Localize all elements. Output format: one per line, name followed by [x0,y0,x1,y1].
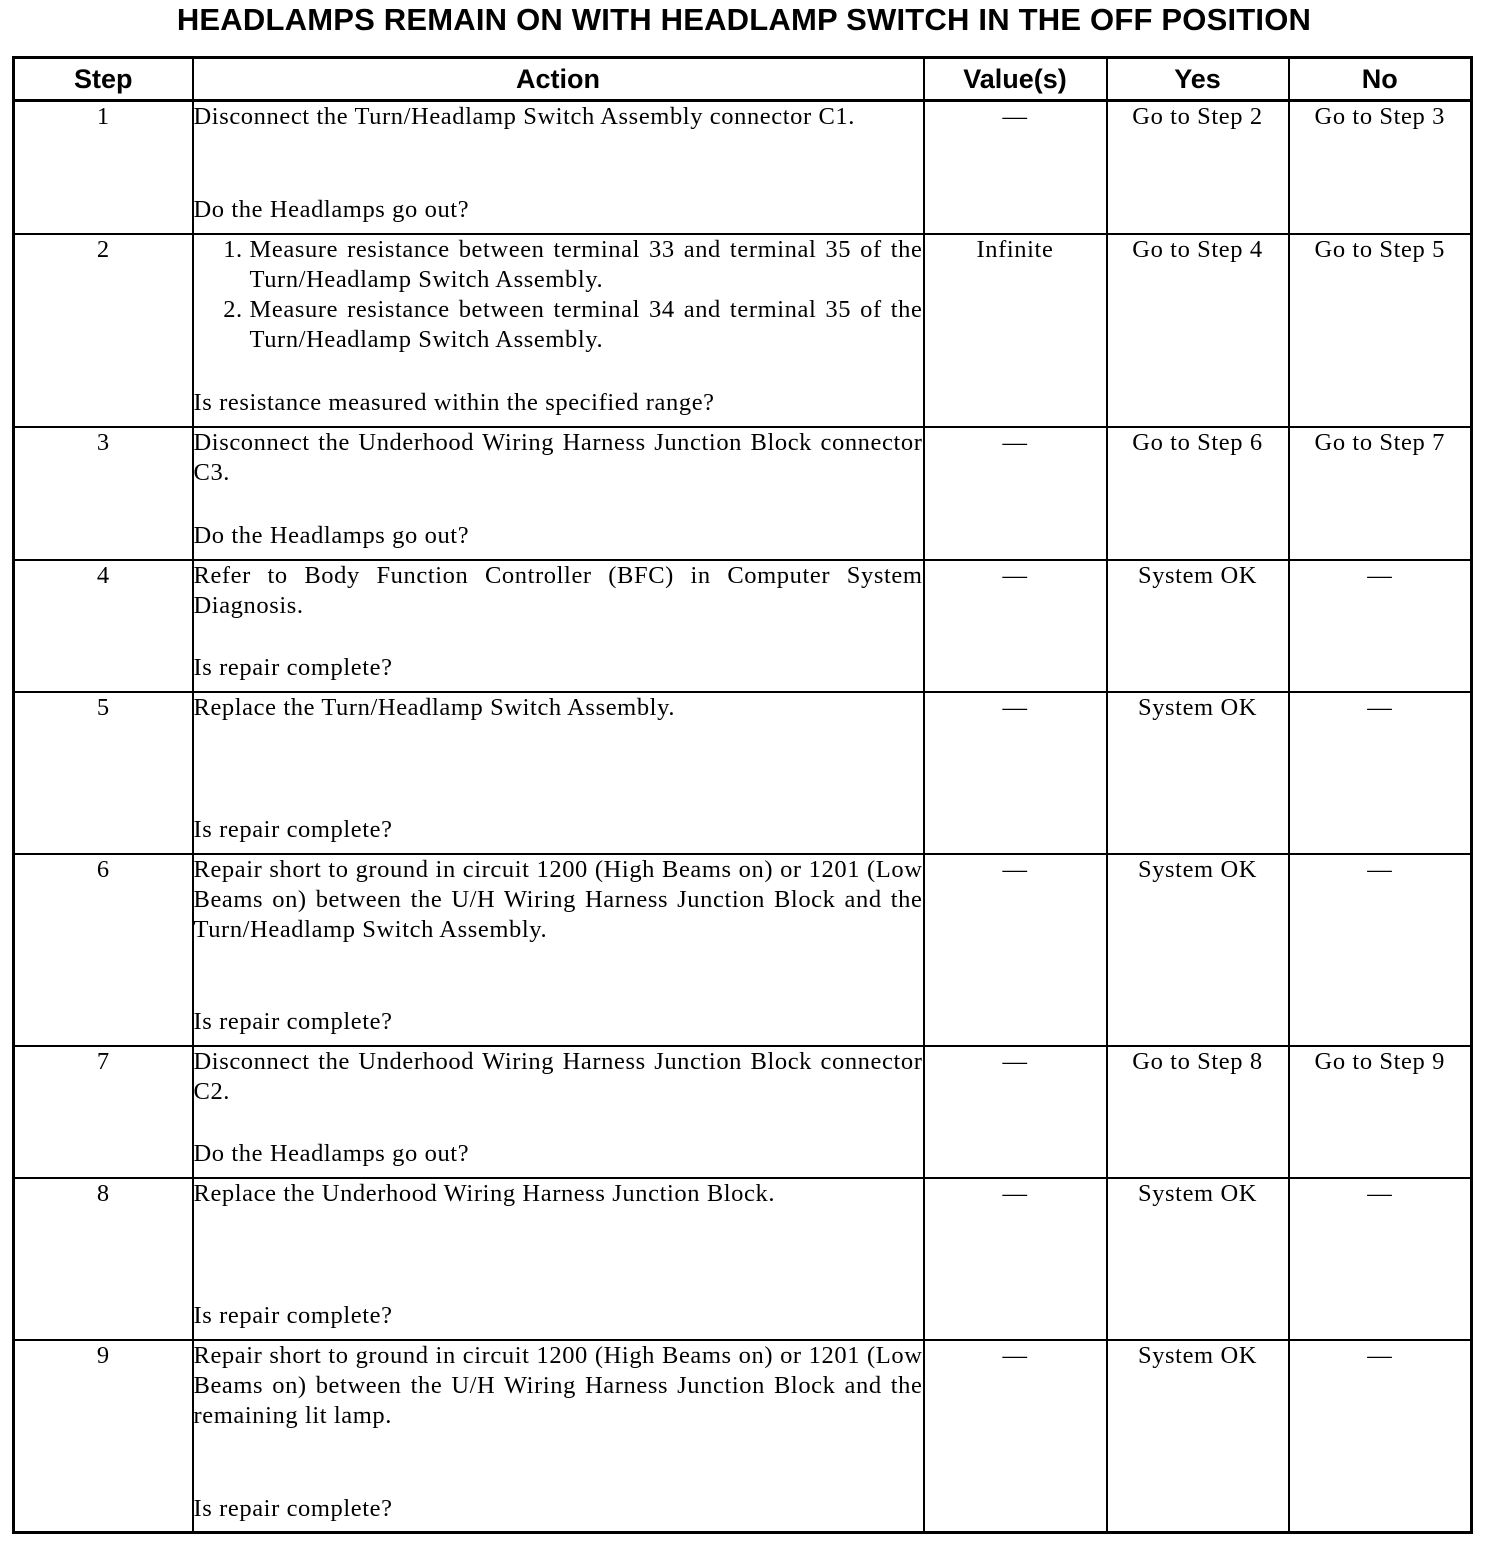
header-step: Step [14,58,193,101]
yes-cell: Go to Step 4 [1107,234,1289,427]
no-cell: Go to Step 7 [1289,427,1472,560]
no-cell: Go to Step 5 [1289,234,1472,427]
yes-cell: Go to Step 2 [1107,101,1289,234]
no-cell: — [1289,692,1472,854]
action-cell [193,692,924,854]
no-cell: — [1289,854,1472,1046]
value-cell: — [924,101,1107,234]
yes-cell: System OK [1107,1178,1289,1340]
value-cell: Infinite [924,234,1107,427]
yes-cell: System OK [1107,560,1289,692]
table-row [14,560,1472,692]
header-no: No [1289,58,1472,101]
value-cell: — [924,1046,1107,1178]
value-cell: — [924,1340,1107,1533]
substep-item: 1. Measure resistance between terminal 33 and terminal 35 of the Turn/Headlamp Switch Assembly. [250,235,923,295]
diagnostic-table [12,56,1473,1534]
table-row [14,854,1472,1046]
value-cell: — [924,560,1107,692]
yes-cell: Go to Step 6 [1107,427,1289,560]
yes-cell: Go to Step 8 [1107,1046,1289,1178]
table-row [14,234,1472,427]
yes-cell: System OK [1107,692,1289,854]
action-question: Is repair complete? [193,1301,393,1329]
step-number: 3 [14,427,193,560]
action-text: Replace the Turn/Headlamp Switch Assembly. [193,693,676,721]
value-cell: — [924,427,1107,560]
table-row [14,1046,1472,1178]
action-cell [193,560,924,692]
action-cell [193,1046,924,1178]
action-question: Is repair complete? [193,815,393,843]
substep-list [194,235,923,355]
action-question: Do the Headlamps go out? [193,1139,470,1167]
action-text: Repair short to ground in circuit 1200 (High Beams on) or 1201 (Low Beams on) between the U/H Wiring Harness Junction Block and the remaining lit lamp. [193,1341,923,1429]
table-row [14,101,1472,234]
action-cell [193,1340,924,1533]
step-number: 9 [14,1340,193,1533]
header-action: Action [193,58,924,101]
step-number: 6 [14,854,193,1046]
table-row [14,692,1472,854]
substep-item: 2. Measure resistance between terminal 34 and terminal 35 of the Turn/Headlamp Switch Assembly. [250,295,923,355]
yes-cell: System OK [1107,1340,1289,1533]
action-cell [193,101,924,234]
no-cell: Go to Step 3 [1289,101,1472,234]
table-row [14,1340,1472,1533]
header-values: Value(s) [924,58,1107,101]
value-cell: — [924,854,1107,1046]
action-text: Disconnect the Turn/Headlamp Switch Assembly connector C1. [193,103,856,130]
no-cell: — [1289,1178,1472,1340]
action-cell [193,234,924,427]
step-number: 5 [14,692,193,854]
no-cell: — [1289,560,1472,692]
action-cell [193,427,924,560]
action-text: Replace the Underhood Wiring Harness Junction Block. [193,1179,776,1207]
value-cell: — [924,1178,1107,1340]
value-cell: — [924,692,1107,854]
step-number: 4 [14,560,193,692]
step-number: 2 [14,234,193,427]
page-title: HEADLAMPS REMAIN ON WITH HEADLAMP SWITCH IN THE OFF POSITION [176,2,1312,37]
step-number: 1 [14,101,193,234]
step-number: 7 [14,1046,193,1178]
action-text: Disconnect the Underhood Wiring Harness Junction Block connector C2. [193,1047,923,1105]
action-question: Do the Headlamps go out? [193,196,470,223]
table-row [14,427,1472,560]
action-question: Is resistance measured within the specified range? [193,388,715,416]
action-text: Disconnect the Underhood Wiring Harness Junction Block connector C3. [193,428,923,486]
step-number: 8 [14,1178,193,1340]
no-cell: — [1289,1340,1472,1533]
action-text: Repair short to ground in circuit 1200 (High Beams on) or 1201 (Low Beams on) between the U/H Wiring Harness Junction Block and the Turn/Headlamp Switch Assembly. [193,855,923,943]
header-yes: Yes [1107,58,1289,101]
action-question: Is repair complete? [193,1007,393,1035]
action-question: Is repair complete? [193,653,393,681]
table-row [14,1178,1472,1340]
action-cell [193,854,924,1046]
action-text: Refer to Body Function Controller (BFC) in Computer System Diagnosis. [193,561,923,619]
no-cell: Go to Step 9 [1289,1046,1472,1178]
table-header-row [14,58,1472,101]
action-cell [193,1178,924,1340]
action-question: Is repair complete? [193,1494,393,1522]
yes-cell: System OK [1107,854,1289,1046]
action-question: Do the Headlamps go out? [193,521,470,549]
